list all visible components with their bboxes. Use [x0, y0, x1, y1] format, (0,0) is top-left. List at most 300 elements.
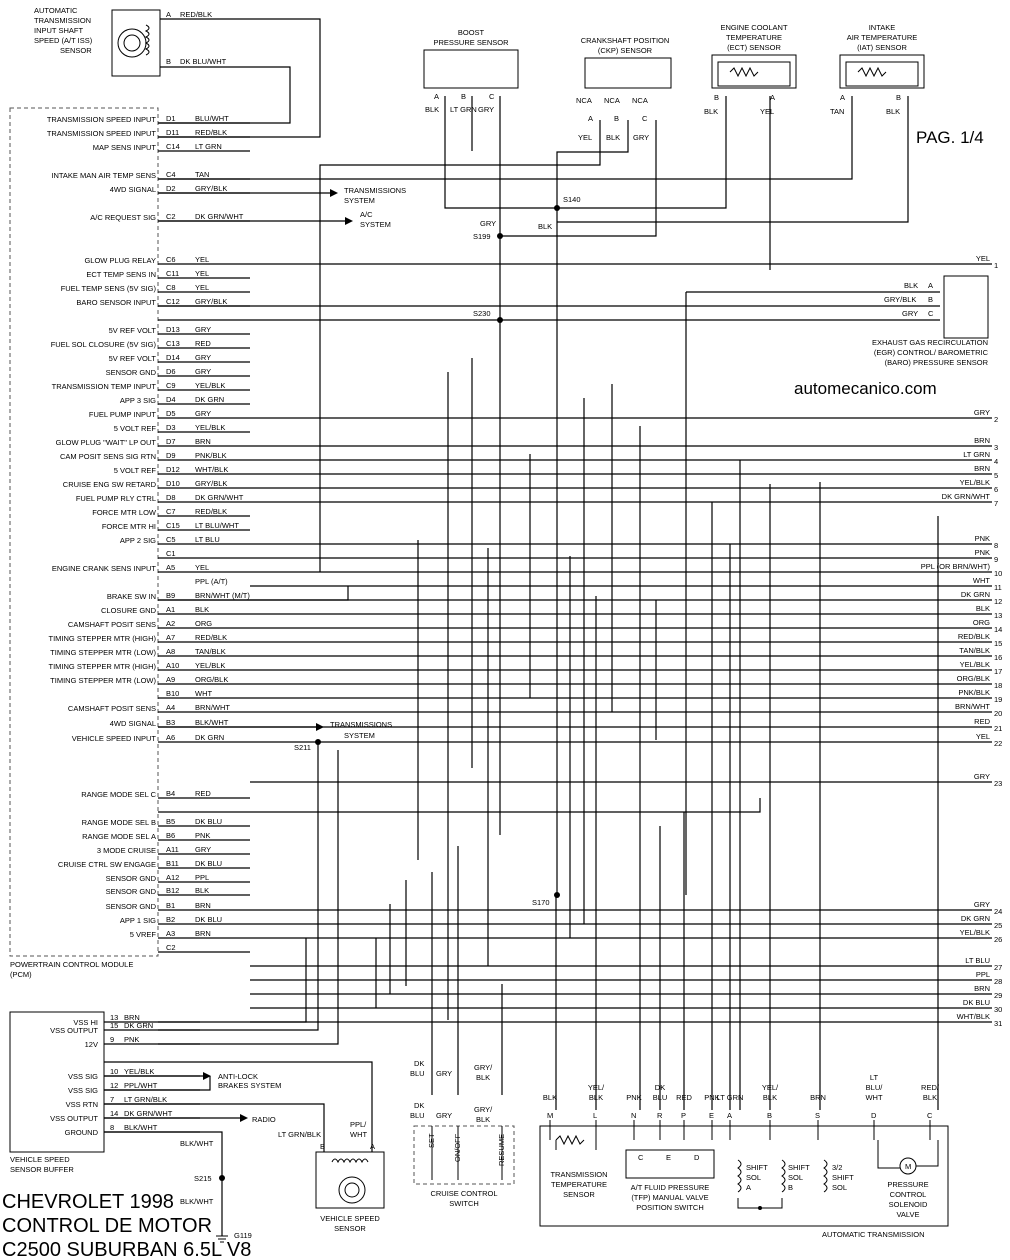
trans-pin-wire: LT	[869, 1073, 879, 1082]
pcm-pin-label: A/C REQUEST SIG	[90, 213, 156, 222]
cruise-w1d: BLU	[410, 1111, 425, 1120]
pcm-pin-row	[158, 689, 250, 698]
pcm-pin-row	[114, 465, 250, 475]
pcm-pin-wire: BRN/WHT	[195, 703, 230, 712]
right-terminal-wire: YEL/BLK	[959, 478, 990, 487]
trans-pin-wire: LT GRN	[716, 1093, 744, 1102]
vss-buffer-pin	[50, 1109, 200, 1123]
vss-buffer-pin-wire: DK GRN	[124, 1021, 154, 1030]
tfp-3: POSITION SWITCH	[636, 1203, 704, 1212]
trans-pin-id: E	[709, 1111, 715, 1120]
right-terminal	[250, 576, 1002, 592]
vss-pin-b: B	[320, 1142, 326, 1151]
right-terminal-num: 1	[994, 261, 999, 270]
pcm-pin-wire: ORG	[195, 619, 213, 628]
cruise-w3d: BLK	[476, 1115, 491, 1124]
right-terminal-num: 9	[994, 555, 999, 564]
trans-pin-wire: YEL/	[587, 1083, 605, 1092]
right-terminal-num: 22	[994, 739, 1003, 748]
ckp-title-2: (CKP) SENSOR	[597, 46, 653, 55]
ats-title-3: INPUT SHAFT	[34, 26, 84, 35]
right-terminal	[250, 450, 998, 466]
ref-ac-2: SYSTEM	[360, 220, 391, 229]
cruise-w3a: GRY/	[474, 1063, 493, 1072]
trans-pin-id: M	[547, 1111, 554, 1120]
ground-g119: G119	[234, 1231, 252, 1240]
vss-buffer-pin-label: VSS HI	[73, 1018, 98, 1027]
pcm-pin-wire: GRY	[195, 845, 212, 854]
pcm-pin-label: CRUISE CTRL SW ENGAGE	[57, 860, 156, 869]
right-terminal-num: 7	[994, 499, 999, 508]
right-terminal-num: 27	[994, 963, 1003, 972]
iat-title-3: (IAT) SENSOR	[857, 43, 907, 52]
pcm-pin-wire: BRN/WHT (M/T)	[195, 591, 250, 600]
pcm-pin-wire: PPL	[195, 873, 210, 882]
pcm-title-1: POWERTRAIN CONTROL MODULE	[10, 960, 134, 969]
pcm-pin-row	[114, 423, 250, 433]
right-terminal	[250, 900, 1002, 916]
right-terminal-list	[250, 254, 1002, 1028]
trans-pin-wire: RED/	[921, 1083, 939, 1092]
pcm-pin-label: SENSOR GND	[105, 902, 156, 911]
ref-abs-1: ANTI-LOCK	[218, 1072, 259, 1081]
tfp-2: (TFP) MANUAL VALVE	[631, 1193, 709, 1202]
sol1-1: SHIFT	[746, 1163, 768, 1172]
right-terminal-num: 17	[994, 667, 1003, 676]
vss-buffer-pin-num: 15	[110, 1021, 119, 1030]
ats-sensor	[34, 6, 227, 76]
boost-pin-a: A	[434, 92, 440, 101]
egr-wire-a: BLK	[904, 281, 919, 290]
right-terminal-wire: PPL	[975, 970, 990, 979]
pcm-pin-label: 5 VOLT REF	[113, 424, 156, 433]
pcm-pin-wire: BRN	[195, 929, 211, 938]
trans-pin	[762, 1083, 779, 1140]
pcm-pin-id: D7	[166, 437, 176, 446]
pcm-pin-label: FUEL SOL CLOSURE (5V SIG)	[50, 340, 156, 349]
right-terminal-num: 13	[994, 611, 1003, 620]
right-terminal	[250, 970, 1002, 986]
vss-buffer-pin	[68, 1067, 200, 1081]
pcm-pin-label: CAMSHAFT POSIT SENS	[67, 620, 156, 629]
boost-wire-b: LT GRN	[450, 105, 477, 114]
automatic-transmission	[540, 1073, 948, 1239]
pcm-pin-label: FORCE MTR HI	[101, 522, 156, 531]
pcs-2: CONTROL	[889, 1190, 927, 1199]
pcm-pin-wire: DK GRN	[195, 733, 225, 742]
right-terminal-num: 26	[994, 935, 1003, 944]
trans-pin-wire: BLK	[542, 1093, 558, 1102]
tfp-1: A/T FLUID PRESSURE	[630, 1183, 710, 1192]
ckp-pin-b: B	[614, 114, 620, 123]
right-terminal	[250, 914, 1002, 930]
pcm-pin-label: VEHICLE SPEED INPUT	[71, 734, 156, 743]
iat-wire-b: BLK	[886, 107, 901, 116]
pcm-pin-id: C11	[166, 269, 180, 278]
pcm-pin-id: A10	[166, 661, 180, 670]
trans-pin-wire: PNK	[704, 1093, 720, 1102]
right-terminal-num: 29	[994, 991, 1003, 1000]
right-terminal-num: 31	[994, 1019, 1003, 1028]
trans-pin-id: N	[631, 1111, 637, 1120]
pcm-pin-id: C7	[166, 507, 176, 516]
vss-buffer-pin-wire: LT GRN/BLK	[124, 1095, 168, 1104]
pcm-pin-wire: DK GRN	[195, 395, 225, 404]
pcm-pin-label: CAM POSIT SENS SIG RTN	[60, 452, 156, 461]
pcm-pin-row	[58, 859, 250, 869]
splice-s140: S140	[563, 195, 581, 204]
pcm-pin-label: TIMING STEPPER MTR (LOW)	[50, 648, 156, 657]
pcm-pin-wire: GRY/BLK	[195, 297, 228, 306]
tts-1: TRANSMISSION	[550, 1170, 608, 1179]
right-terminal-num: 19	[994, 695, 1003, 704]
ckp-wire-a: YEL	[578, 133, 593, 142]
pcm-pin-label: RANGE MODE SEL C	[81, 790, 156, 799]
cruise-set: SET	[427, 1133, 436, 1148]
right-terminal	[250, 674, 1002, 690]
right-terminal-num: 8	[994, 541, 999, 550]
pcm-pin-label: 4WD SIGNAL	[109, 185, 156, 194]
pcm-pin-row	[50, 675, 250, 685]
trans-pin-id: C	[927, 1111, 933, 1120]
pcm-pin-label: FORCE MTR LOW	[92, 508, 156, 517]
right-terminal	[250, 408, 998, 424]
vss-buffer-pin-wire: BLK/WHT	[124, 1123, 158, 1132]
pcm-pin-id: D8	[166, 493, 176, 502]
trans-pin-id: B	[767, 1111, 773, 1120]
tfp-pin-d: D	[694, 1153, 700, 1162]
vehicle-speed-sensor	[278, 1120, 384, 1233]
trans-pin	[810, 1093, 826, 1140]
ect-wire-a: YEL	[760, 107, 775, 116]
vss-buffer-pin-label: 12V	[84, 1040, 98, 1049]
pcm-pin-id: A9	[166, 675, 176, 684]
ref-trans2-2: SYSTEM	[344, 731, 375, 740]
right-terminal-num: 14	[994, 625, 1003, 634]
right-terminal	[250, 646, 1002, 662]
ats-title-2: TRANSMISSION	[34, 16, 92, 25]
pcm-pin-label: INTAKE MAN AIR TEMP SENS	[51, 171, 156, 180]
pcm-pin-wire: RED	[195, 789, 211, 798]
pcm-pin-label: SENSOR GND	[105, 874, 156, 883]
tts-3: SENSOR	[563, 1190, 595, 1199]
vss-buffer-pin-wire: YEL/BLK	[124, 1067, 155, 1076]
right-terminal-wire: BRN	[974, 984, 990, 993]
right-terminal-wire: ORG	[972, 618, 990, 627]
vss-title-2: SENSOR	[334, 1224, 366, 1233]
pcm-pin-row	[106, 873, 250, 883]
pcm-pin-row	[51, 339, 250, 349]
pcm-pin-label: TRANSMISSION SPEED INPUT	[46, 115, 156, 124]
pcm-pin-wire: GRY	[195, 409, 212, 418]
pcm-pin-id: B6	[166, 831, 176, 840]
egr-sensor	[872, 276, 989, 367]
ref-trans1-1: TRANSMISSIONS	[344, 186, 407, 195]
vss-buffer-pin-label: VSS OUTPUT	[50, 1114, 98, 1123]
pcm-pin-row	[50, 647, 250, 657]
right-terminal-wire: RED/BLK	[957, 632, 990, 641]
vss-buffer-pin-label: VSS OUTPUT	[50, 1026, 98, 1035]
right-terminal	[250, 604, 1002, 620]
iat-pin-a: A	[840, 93, 846, 102]
ats-title-1: AUTOMATIC	[34, 6, 78, 15]
pcm-pin-label: CLOSURE GND	[100, 606, 156, 615]
right-terminal	[250, 984, 1002, 1000]
vss-buffer-pin	[85, 1035, 200, 1049]
egr-pin-b: B	[928, 295, 934, 304]
pcm-pin-row	[60, 451, 250, 461]
right-terminal	[250, 436, 998, 452]
pcm-pin-wire: RED/BLK	[195, 633, 228, 642]
right-terminal-num: 3	[994, 443, 999, 452]
pcm-pin-row	[106, 901, 250, 911]
pcm-pin-row	[49, 661, 251, 671]
right-terminal-wire: DK GRN/WHT	[941, 492, 990, 501]
ckp-nca-1: NCA	[576, 96, 592, 105]
right-terminal	[250, 928, 1002, 944]
vss-buffer-pin-wire: PPL/WHT	[124, 1081, 158, 1090]
cruise-w3c: GRY/	[474, 1105, 493, 1114]
pcm-pin-row	[61, 283, 250, 293]
trans-pin	[717, 1093, 744, 1140]
ats-wire-a: RED/BLK	[180, 10, 213, 19]
ref-abs-2: BRAKES SYSTEM	[218, 1081, 282, 1090]
pcm-pin-row	[92, 507, 250, 517]
right-terminal-num: 6	[994, 485, 999, 494]
pcm-pin-id: C1	[166, 549, 176, 558]
right-terminal	[250, 632, 1002, 648]
ats-title-4: SPEED (A/T ISS)	[34, 36, 93, 45]
pcm-pin-row	[158, 943, 250, 952]
splice-s230: S230	[473, 309, 491, 318]
vss-pin-a: A	[370, 1142, 376, 1151]
vss-buffer-pin-wire: PNK	[124, 1035, 140, 1044]
trans-pin-wire: DK	[654, 1083, 666, 1092]
vss-buffer-pin-label: VSS RTN	[65, 1100, 98, 1109]
right-terminal-num: 24	[994, 907, 1003, 916]
pcm-pin-label: CRUISE ENG SW RETARD	[62, 480, 156, 489]
boost-wire-a: BLK	[425, 105, 440, 114]
ref-trans1-2: SYSTEM	[344, 196, 375, 205]
pcm-pin-wire: YEL	[195, 563, 210, 572]
ats-title-5: SENSOR	[60, 46, 92, 55]
sol1-3: A	[746, 1183, 752, 1192]
trunk-wires	[158, 19, 940, 1110]
pcm-pin-id: B12	[166, 886, 180, 895]
right-terminal-wire: GRY	[973, 772, 990, 781]
pcs-motor: M	[905, 1162, 912, 1171]
vss-buffer-pin-wire: DK GRN/WHT	[124, 1109, 173, 1118]
pcm-pin-id: C15	[166, 521, 180, 530]
pcm-pin-wire: YEL	[195, 269, 210, 278]
page-label: PAG. 1/4	[916, 128, 984, 147]
right-terminal	[250, 590, 1002, 606]
pcm-pin-label: SENSOR GND	[105, 368, 156, 377]
right-terminal	[250, 998, 1002, 1014]
pcm-pin-label: APP 2 SIG	[119, 536, 156, 545]
pcm-pin-id: D5	[166, 409, 176, 418]
pcm-pin-label: SENSOR GND	[105, 887, 156, 896]
vss-buffer-pin-num: 14	[110, 1109, 119, 1118]
right-terminal-num: 28	[994, 977, 1003, 986]
sol3-1: 3/2	[832, 1163, 843, 1172]
pcm-pin-row	[120, 395, 250, 405]
pcm-pin-row	[82, 831, 250, 841]
boost-wire-c: GRY	[478, 105, 495, 114]
ect-pin-b: B	[714, 93, 720, 102]
right-terminal-wire: PNK/BLK	[958, 688, 990, 697]
trans-pin	[543, 1093, 557, 1140]
pcm-pin-wire: GRY/BLK	[195, 479, 228, 488]
trans-pin	[921, 1083, 940, 1140]
splice-s211: S211	[294, 743, 311, 752]
pcm-pin-wire: DK GRN/WHT	[195, 212, 244, 221]
right-terminal	[250, 492, 998, 508]
pcm-pin-wire: YEL/BLK	[195, 423, 226, 432]
right-terminal-num: 18	[994, 681, 1003, 690]
cruise-w2b: GRY	[436, 1111, 453, 1120]
pcm-pin-wire: LT GRN	[195, 142, 222, 151]
boost-pin-c: C	[489, 92, 495, 101]
pcm-pin-id: A3	[166, 929, 176, 938]
boost-title-1: BOOST	[457, 28, 485, 37]
ckp-wire-c: GRY	[633, 133, 650, 142]
right-terminal	[250, 1012, 1002, 1028]
egr-wire-c: GRY	[902, 309, 919, 318]
trans-pin	[626, 1093, 641, 1140]
ect-wire-b: BLK	[704, 107, 719, 116]
pcm-pin-wire: WHT	[195, 689, 213, 698]
pcm-pin-row	[81, 789, 250, 799]
pcm-pin-wire: BLK	[195, 886, 210, 895]
trans-pin	[653, 1083, 668, 1140]
boost-pin-b: B	[461, 92, 467, 101]
cruise-w3b: BLK	[476, 1073, 491, 1082]
pcm-pin-id: B10	[166, 689, 180, 698]
boost-title-2: PRESSURE SENSOR	[433, 38, 509, 47]
pcm-pin-id: D3	[166, 423, 176, 432]
right-terminal	[250, 534, 998, 550]
right-terminal-num: 12	[994, 597, 1003, 606]
splice-s140-wire: BLK	[538, 222, 553, 231]
vss-ground-wire: BLK/WHT	[180, 1139, 214, 1148]
pcm-pin-wire: YEL/BLK	[195, 661, 226, 670]
right-terminal-wire: DK GRN	[960, 914, 990, 923]
pcm-pin-label: 5 VOLT REF	[113, 466, 156, 475]
pcm-pin-row	[130, 929, 250, 939]
ref-radio: RADIO	[252, 1115, 276, 1124]
sol3-2: SHIFT	[832, 1173, 854, 1182]
pcm-pin-id: C2	[166, 212, 176, 221]
right-terminal-num: 15	[994, 639, 1003, 648]
pcm-box	[10, 108, 158, 956]
pcm-pin-id: A5	[166, 563, 176, 572]
right-terminal	[250, 548, 998, 564]
egr-pin-c: C	[928, 309, 934, 318]
trans-pin-id: R	[657, 1111, 663, 1120]
pcm-pin-row	[106, 886, 250, 896]
pcm-pin-id: D10	[166, 479, 180, 488]
pcm-pin-label: RANGE MODE SEL A	[82, 832, 156, 841]
iat-pin-b: B	[896, 93, 902, 102]
splices	[194, 195, 581, 1183]
pcm-pin-id: C6	[166, 255, 176, 264]
splice-s170: S170	[532, 898, 550, 907]
pcm-pin-wire: YEL/BLK	[195, 381, 226, 390]
right-terminal	[250, 660, 1002, 676]
cruise-title-1: CRUISE CONTROL	[430, 1189, 498, 1198]
egr-pin-a: A	[928, 281, 934, 290]
right-terminal-num: 10	[994, 569, 1003, 578]
trans-pin-id: P	[681, 1111, 687, 1120]
pcm-pin-id: A12	[166, 873, 180, 882]
pcm-pin-label: 5 VREF	[129, 930, 156, 939]
trans-pin-id: A	[727, 1111, 733, 1120]
cruise-w1a: DK	[414, 1059, 425, 1068]
iat-title-1: INTAKE	[868, 23, 896, 32]
right-terminal-wire: BRN	[974, 436, 990, 445]
sol2-3: B	[788, 1183, 794, 1192]
trans-pin	[588, 1083, 605, 1140]
footer-line-2: CONTROL DE MOTOR	[2, 1215, 213, 1237]
right-terminal-num: 16	[994, 653, 1003, 662]
vss-buffer-pin	[68, 1081, 200, 1095]
pcm-pin-row	[97, 845, 250, 855]
pcm-pin-wire: YEL	[195, 255, 210, 264]
pcm-pin-label: GLOW PLUG RELAY	[84, 256, 156, 265]
cruise-resume: RESUME	[497, 1133, 506, 1166]
ats-wire-b: DK BLU/WHT	[180, 57, 227, 66]
right-terminal-wire: BRN	[974, 464, 990, 473]
pcm-pin-row	[63, 479, 250, 489]
pcm-pin-label: TIMING STEPPER MTR (HIGH)	[48, 662, 156, 671]
pcm-pin-wire: DK BLU	[195, 859, 223, 868]
pcm-pin-id: B4	[166, 789, 176, 798]
egr-wire-b: GRY/BLK	[884, 295, 917, 304]
pcm-pin-id: D2	[166, 184, 176, 193]
right-terminal	[250, 702, 1002, 718]
ect-pin-a: A	[770, 93, 776, 102]
cruise-onoff: ON/OFF	[453, 1133, 462, 1162]
pcm-pin-wire: PNK/BLK	[195, 451, 227, 460]
ckp-pin-a: A	[588, 114, 594, 123]
right-terminal-wire: PNK	[974, 548, 990, 557]
right-terminal-num: 25	[994, 921, 1003, 930]
right-terminal-wire: YEL/BLK	[959, 660, 990, 669]
right-terminal-num: 23	[994, 779, 1003, 788]
right-terminal-num: 2	[994, 415, 999, 424]
vss-buffer-title-2: SENSOR BUFFER	[10, 1165, 74, 1174]
pcm-pin-id: C5	[166, 535, 176, 544]
pcm-pin-wire: BLU/WHT	[195, 114, 229, 123]
pcm-pin-id: D9	[166, 451, 176, 460]
trans-pin-wire: BLU/	[865, 1083, 883, 1092]
pcm-pin-label: ENGINE CRANK SENS INPUT	[51, 564, 156, 573]
vss-buffer-pin-num: 12	[110, 1081, 119, 1090]
cruise-w1c: DK	[414, 1101, 425, 1110]
right-terminal-wire: RED	[974, 717, 990, 726]
pcm-pin-id: B3	[166, 718, 176, 727]
right-terminal-num: 4	[994, 457, 999, 466]
pcm-pin-id: C4	[166, 170, 176, 179]
pcm-pin-row	[82, 817, 250, 827]
vss-buffer-pin-num: 8	[110, 1123, 115, 1132]
vss-wire-a2: WHT	[350, 1130, 368, 1139]
pcm-pin-label: APP 1 SIG	[119, 916, 156, 925]
ats-pin-a: A	[166, 10, 172, 19]
cruise-w1b: BLU	[410, 1069, 425, 1078]
pcm-pin-row	[84, 255, 250, 265]
